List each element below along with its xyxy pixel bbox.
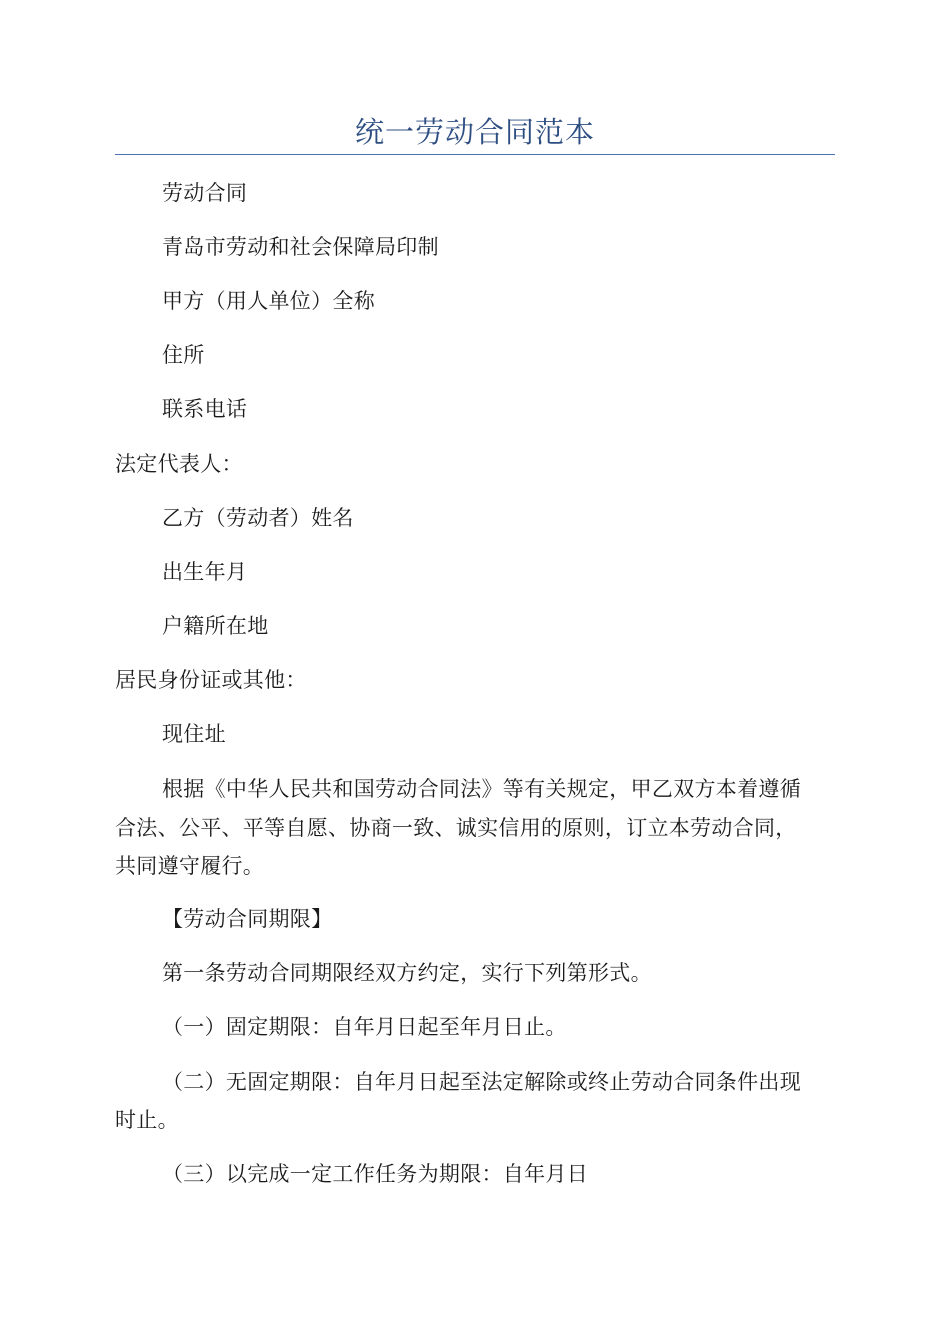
option-task-term: （三）以完成一定工作任务为期限：自年月日 xyxy=(162,1162,588,1186)
party-a-name-field: 甲方（用人单位）全称 xyxy=(162,289,375,313)
option-open-term-line-1: （二）无固定期限：自年月日起至法定解除或终止劳动合同条件出现 xyxy=(162,1070,801,1094)
preamble-line-2: 合法、公平、平等自愿、协商一致、诚实信用的原则，订立本劳动合同， xyxy=(115,816,797,840)
section-heading-term: 【劳动合同期限】 xyxy=(162,907,333,931)
party-b-birth-field: 出生年月 xyxy=(162,560,248,584)
current-address-field: 现住址 xyxy=(162,722,226,746)
legal-representative-field: 法定代表人： xyxy=(115,452,243,476)
option-open-term-line-2: 时止。 xyxy=(115,1108,179,1132)
preamble-line-3: 共同遵守履行。 xyxy=(115,854,265,878)
issuer-line: 青岛市劳动和社会保障局印制 xyxy=(162,235,439,259)
preamble-line-1: 根据《中华人民共和国劳动合同法》等有关规定，甲乙双方本着遵循 xyxy=(162,777,801,801)
title-underline xyxy=(115,154,835,155)
party-b-name-field: 乙方（劳动者）姓名 xyxy=(162,506,354,530)
id-card-field: 居民身份证或其他： xyxy=(115,668,307,692)
article-1: 第一条劳动合同期限经双方约定，实行下列第形式。 xyxy=(162,961,652,985)
option-fixed-term: （一）固定期限：自年月日起至年月日止。 xyxy=(162,1015,567,1039)
document-title: 统一劳动合同范本 xyxy=(354,115,595,149)
contract-heading: 劳动合同 xyxy=(162,181,248,205)
party-b-household-field: 户籍所在地 xyxy=(162,614,269,638)
party-a-address-field: 住所 xyxy=(162,343,205,367)
party-a-phone-field: 联系电话 xyxy=(162,397,248,421)
